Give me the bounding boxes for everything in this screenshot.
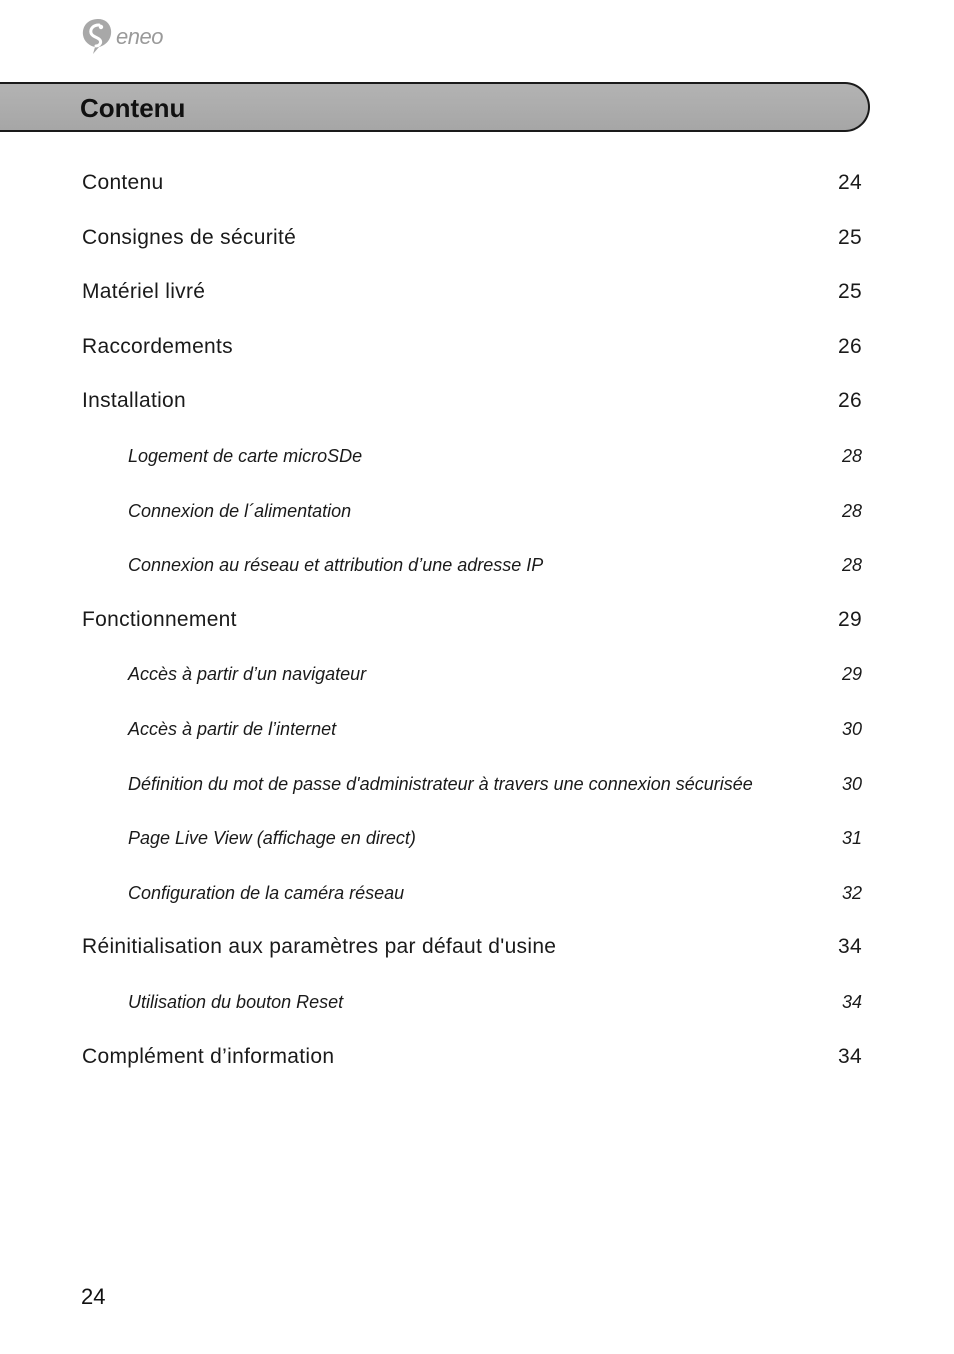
toc-entry-title: Logement de carte microSDe	[128, 445, 363, 466]
toc-entry-page: 30	[841, 718, 862, 739]
toc-entry-page: 26	[838, 389, 862, 413]
toc-entry[interactable]	[82, 429, 862, 484]
toc-entry[interactable]	[82, 811, 862, 866]
toc-entry-title: Installation	[82, 389, 186, 413]
brand-logo	[80, 16, 163, 56]
toc-entry[interactable]	[82, 265, 862, 320]
toc-entry-title: Définition du mot de passe d'administrateur à travers une connexion sécurisée	[128, 773, 753, 794]
toc-entry-page: 34	[838, 935, 862, 959]
toc-entry[interactable]	[82, 593, 862, 648]
toc-entry-title: Utilisation du bouton Reset	[128, 991, 344, 1012]
toc-entry[interactable]	[82, 702, 862, 757]
toc-entry-page: 24	[838, 171, 862, 194]
toc-entry-page: 26	[838, 334, 862, 358]
toc-entry-title: Accès à partir de l’internet	[128, 718, 337, 739]
toc-entry-title: Page Live View (affichage en direct)	[128, 828, 416, 849]
toc-entry-title: Connexion au réseau et attribution d’une adresse IP	[128, 555, 544, 576]
toc-entry[interactable]	[82, 484, 862, 539]
toc-entry[interactable]	[82, 647, 862, 702]
toc-entry-page: 34	[838, 1044, 862, 1068]
section-header-bar	[0, 82, 870, 132]
toc-entry-title: Accès à partir d’un navigateur	[128, 664, 367, 685]
toc-entry-title: Raccordements	[82, 334, 233, 358]
toc-entry-page: 28	[841, 555, 862, 576]
toc-entry-page: 29	[838, 607, 862, 631]
toc-entry-title: Fonctionnement	[82, 607, 237, 631]
brand-name: eneo	[116, 24, 163, 49]
toc-entry[interactable]	[82, 866, 862, 921]
toc-entry[interactable]	[82, 211, 862, 266]
toc-entry-page: 28	[841, 500, 862, 521]
toc-entry-title: Matériel livré	[82, 280, 206, 304]
toc-entry-title: Configuration de la caméra réseau	[128, 882, 405, 903]
toc-entry-title: Contenu	[82, 171, 164, 194]
toc-entry[interactable]	[82, 156, 862, 211]
toc-entry[interactable]	[82, 757, 862, 812]
toc-entry[interactable]	[82, 320, 862, 375]
page-title: Contenu	[80, 93, 186, 123]
toc-entry-title: Complément d’information	[82, 1044, 335, 1068]
toc-entry-title: Réinitialisation aux paramètres par défaut d'usine	[82, 935, 557, 959]
eneo-logo-icon	[80, 16, 114, 56]
toc-entry-page: 28	[841, 445, 862, 466]
toc-entry[interactable]	[82, 920, 862, 975]
toc-entry-page: 25	[838, 280, 862, 304]
toc-entry[interactable]	[82, 374, 862, 429]
toc-entry-page: 30	[841, 773, 862, 794]
toc-entry-page: 34	[841, 991, 862, 1012]
toc-entry-title: Connexion de l´alimentation	[128, 500, 352, 521]
toc-entry-page: 32	[841, 882, 862, 903]
toc-entry-page: 29	[841, 664, 862, 685]
toc-entry-page: 25	[838, 225, 862, 249]
table-of-contents	[82, 156, 862, 1084]
toc-entry[interactable]	[82, 975, 862, 1030]
toc-entry[interactable]	[82, 538, 862, 593]
page-number: 24	[81, 1284, 106, 1309]
toc-entry-page: 31	[841, 828, 862, 849]
toc-entry[interactable]	[82, 1030, 862, 1085]
toc-entry-title: Consignes de sécurité	[82, 225, 297, 249]
